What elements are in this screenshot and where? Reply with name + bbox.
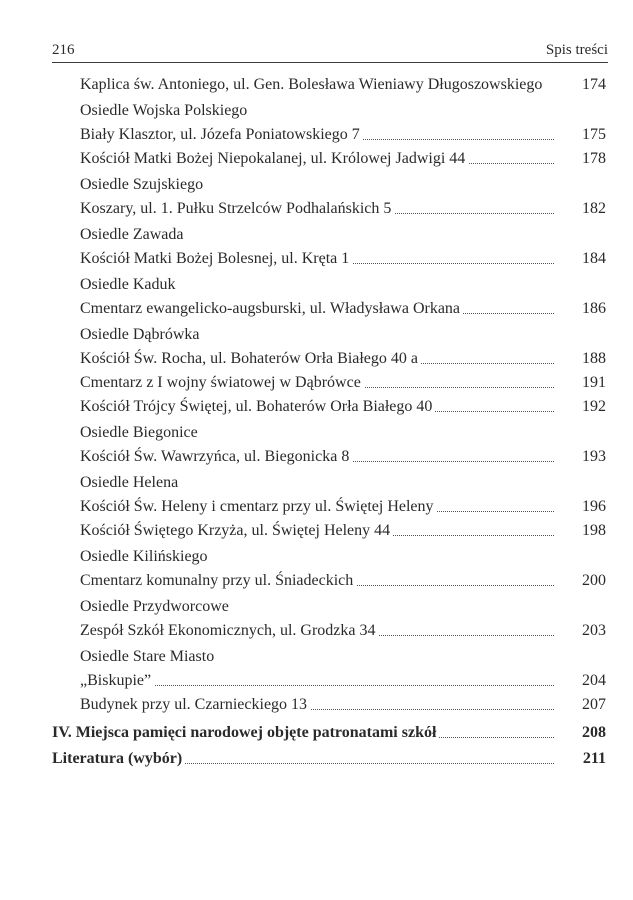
toc-entry-title: IV. Miejsca pamięci narodowej objęte patronatami szkół <box>52 722 439 744</box>
toc-entry <box>80 148 606 170</box>
toc-section-heading <box>80 596 606 618</box>
toc-entry <box>80 520 606 542</box>
toc-section-heading <box>80 274 606 296</box>
toc-entry <box>80 198 606 220</box>
toc-entry-page: 192 <box>582 398 606 415</box>
toc-entry <box>80 670 606 692</box>
page-number: 216 <box>52 42 75 58</box>
toc-entry <box>80 570 606 592</box>
toc-section-heading <box>80 324 606 346</box>
toc-entry-title: Osiedle Przydworcowe <box>80 596 232 618</box>
running-header <box>52 40 608 63</box>
toc-entry-title: Kościół Matki Bożej Niepokalanej, ul. Królowej Jadwigi 44 <box>80 148 468 170</box>
toc-entry-page: 174 <box>582 76 606 93</box>
toc-entry-title: Cmentarz z I wojny światowej w Dąbrówce <box>80 372 364 394</box>
toc-entry-title: Osiedle Biegonice <box>80 422 201 444</box>
toc-entry <box>80 620 606 642</box>
toc-entry-title: Kaplica św. Antoniego, ul. Gen. Bolesława Wieniawy Długoszowskiego <box>80 74 545 96</box>
toc-entry-page: 208 <box>582 724 606 741</box>
toc-entry-page: 186 <box>582 300 606 317</box>
toc-entry <box>80 446 606 468</box>
toc-entry-page: 193 <box>582 448 606 465</box>
toc-entry <box>80 396 606 418</box>
toc-entry <box>80 372 606 394</box>
toc-entry-title: Osiedle Dąbrówka <box>80 324 203 346</box>
toc-entry <box>80 298 606 320</box>
toc-section-heading <box>80 422 606 444</box>
toc-entry-title: Kościół Św. Wawrzyńca, ul. Biegonicka 8 <box>80 446 352 468</box>
toc-entry-title: Biały Klasztor, ul. Józefa Poniatowskiego 7 <box>80 124 363 146</box>
toc-section-heading <box>80 546 606 568</box>
toc-entry-page: 188 <box>582 350 606 367</box>
toc-entry-title: Zespół Szkół Ekonomicznych, ul. Grodzka 34 <box>80 620 379 642</box>
toc-entry-title: Osiedle Kilińskiego <box>80 546 211 568</box>
toc-entry-title: Osiedle Wojska Polskiego <box>80 100 250 122</box>
running-title: Spis treści <box>545 42 608 58</box>
toc-entry-title: Kościół Trójcy Świętej, ul. Bohaterów Orła Białego 40 <box>80 396 435 418</box>
toc-entry-title: „Biskupie” <box>80 670 154 692</box>
toc-entry-page: 211 <box>582 750 606 767</box>
toc-entry-title: Kościół Św. Rocha, ul. Bohaterów Orła Białego 40 a <box>80 348 421 370</box>
toc-entry-page: 184 <box>582 250 606 267</box>
toc-section-heading <box>80 100 606 122</box>
toc-entry-title: Osiedle Helena <box>80 472 181 494</box>
toc-entry-page: 196 <box>582 498 606 515</box>
toc-entry <box>80 74 606 96</box>
toc-section-heading <box>80 174 606 196</box>
toc-entry-title: Cmentarz ewangelicko-augsburski, ul. Władysława Orkana <box>80 298 463 320</box>
toc-entry-title: Literatura (wybór) <box>52 748 185 770</box>
toc-section-heading <box>80 224 606 246</box>
toc-entry-page: 198 <box>582 522 606 539</box>
toc-entry-title: Cmentarz komunalny przy ul. Śniadeckich <box>80 570 356 592</box>
toc-chapter-entry <box>52 748 606 770</box>
toc-entry-title: Osiedle Kaduk <box>80 274 179 296</box>
toc-entry <box>80 248 606 270</box>
toc-entry-title: Osiedle Szujskiego <box>80 174 206 196</box>
toc-entry-title: Koszary, ul. 1. Pułku Strzelców Podhalańskich 5 <box>80 198 394 220</box>
toc-entry-title: Osiedle Stare Miasto <box>80 646 217 668</box>
toc-entry-page: 178 <box>582 150 606 167</box>
toc-entry-title: Osiedle Zawada <box>80 224 187 246</box>
toc-entry-page: 203 <box>582 622 606 639</box>
toc-entry-title: Kościół Świętego Krzyża, ul. Świętej Heleny 44 <box>80 520 393 542</box>
toc-entry-page: 182 <box>582 200 606 217</box>
toc-entry-title: Kościół Św. Heleny i cmentarz przy ul. Świętej Heleny <box>80 496 437 518</box>
toc-entry-page: 191 <box>582 374 606 391</box>
toc-section-heading <box>80 646 606 668</box>
toc-entry <box>80 124 606 146</box>
toc-entry-page: 207 <box>582 696 606 713</box>
toc-section-heading <box>80 472 606 494</box>
toc-chapter-entry <box>52 722 606 744</box>
toc-entry-title: Budynek przy ul. Czarnieckiego 13 <box>80 694 310 716</box>
toc-entry-page: 204 <box>582 672 606 689</box>
toc-entry-page: 175 <box>582 126 606 143</box>
toc-entry <box>80 694 606 716</box>
toc-entry-page: 200 <box>582 572 606 589</box>
toc-entry <box>80 348 606 370</box>
toc-entry-title: Kościół Matki Bożej Bolesnej, ul. Kręta 1 <box>80 248 352 270</box>
toc-entry <box>80 496 606 518</box>
